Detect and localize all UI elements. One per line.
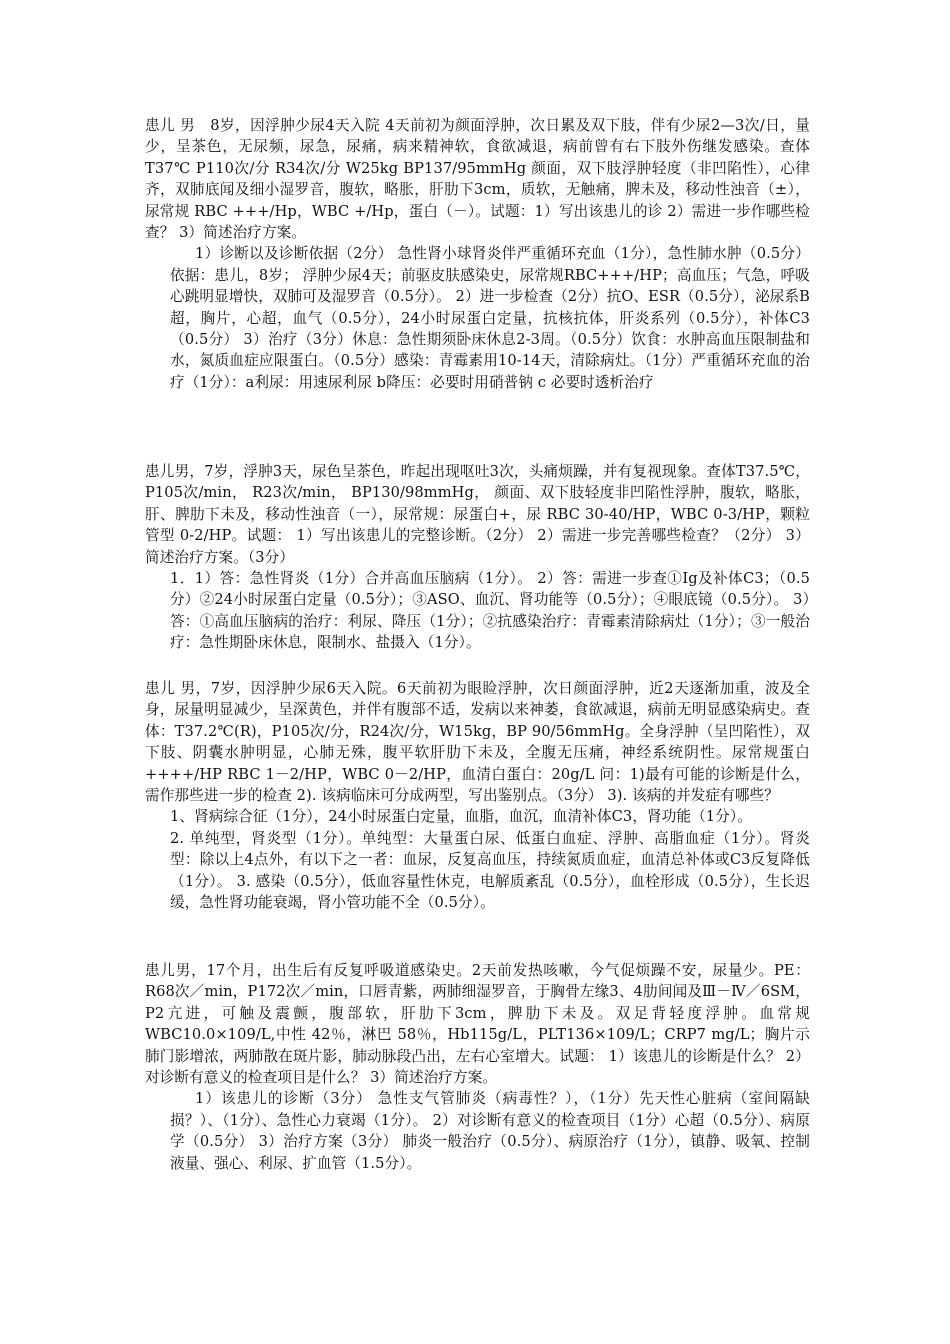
case-1 [145,115,810,393]
case-2 [145,461,810,654]
case-1-question: 患儿 男 8岁，因浮肿少尿4天入院 4天前初为颜面浮肿，次日累及双下肢，伴有少尿2—3次/日，量少，呈茶色，无尿频，尿急，尿痛，病来精神软，食欲减退，病前曾有右下肢外伤继发感染。查体T37℃ P110次/分 R34次/分 W25kg BP137/95mmHg 颜面，双下肢浮肿轻度（非凹陷性），心律齐，双肺底闻及细小湿罗音，腹软，略胀，肝肋下3cm，质软，无触痛，脾未及，移动性浊音（±），尿常规 RBC +++/Hp，WBC +/Hp，蛋白（－）。试题：1）写出该患儿的诊 2）需进一步作哪些检查？ 3）简述治疗方案。 [145,117,810,242]
case-1-answer: 1）诊断以及诊断依据（2分） 急性肾小球肾炎伴严重循环充血（1分），急性肺水肿（0.5分）依据：患儿，8岁； 浮肿少尿4天；前驱皮肤感染史，尿常规RBC+++/HP；高血压；气急，呼吸心跳明显增快，双肺可及湿罗音（0.5分）。 2）进一步检查（2分）抗O、ESR（0.5分），泌尿系B超，胸片，心超，血气（0.5分），24小时尿蛋白定量，抗核抗体，肝炎系列（0.5分），补体C3（0.5分） 3）治疗（3分）休息：急性期须卧床休息2-3周。（0.5分）饮食：水肿高血压限制盐和水，氮质血症应限蛋白。（0.5分）感染：青霉素用10-14天，清除病灶。（1分）严重循环充血的治疗（1分）：a利尿：用速尿利尿 b降压：必要时用硝普钠 c 必要时透析治疗 [170,245,810,391]
case-3-answer-line-1: 1、肾病综合征（1分），24小时尿蛋白定量，血脂，血沉，血清补体C3，肾功能（1分）。 [170,808,752,826]
case-3-question: 患儿 男，7岁，因浮肿少尿6天入院。6天前初为眼睑浮肿，次日颜面浮肿，近2天逐渐加重，波及全身，尿量明显减少，呈深黄色，并伴有腹部不适，发病以来神萎，食欲减退，病前无明显感染病史。查体：T37.2℃(R)，P105次/分，R24次/分，W15kg，BP 90/56mmHg。全身浮肿（呈凹陷性），双下肢、阴囊水肿明显，心肺无殊，腹平软肝肋下未及，全腹无压痛，神经系统阴性。尿常规蛋白++++/HP RBC 1－2/HP，WBC 0－2/HP，血清白蛋白：20g/L 问：1)最有可能的诊断是什么，需作那些进一步的检查 2). 该病临床可分成两型，写出鉴别点。（3分） 3). 该病的并发症有哪些？ [145,680,810,805]
case-2-answer: 1．1）答：急性肾炎（1分）合并高血压脑病（1分）。 2）答：需进一步查①Ig及补体C3；（0.5分）②24小时尿蛋白定量（0.5分）；③ASO、血沉、肾功能等（0.5分）；④眼底镜（0.5分）。 3）答：①高血压脑病的治疗：利尿、降压（1分）；②抗感染治疗：青霉素清除病灶（1分）；③一般治疗：急性期卧床休息，限制水、盐摄入（1分）。 [170,570,810,652]
case-4-question: 患儿男，17个月，出生后有反复呼吸道感染史。2天前发热咳嗽，今气促烦躁不安，尿量少。PE：R68次／min，P172次／min，口唇青紫，两肺细湿罗音，于胸骨左缘3、4肋间闻及Ⅲ－Ⅳ／6SM，P2亢进，可触及震颤，腹部软，肝肋下3cm，脾肋下未及。双足背轻度浮肿。血常规 WBC10.0×109/L,中性 42％，淋巴 58％，Hb115g/L，PLT136×109/L；CRP7 mg/L；胸片示肺门影增浓，两肺散在斑片影，肺动脉段凸出，左右心室增大。试题： 1）该患儿的诊断是什么？ 2）对诊断有意义的检查项目是什么？ 3）简述治疗方案。 [145,962,810,1087]
case-3 [145,678,810,913]
case-4-answer: 1）该患儿的诊断（3分） 急性支气管肺炎（病毒性？），（1分）先天性心脏病（室间隔缺损？）、（1分）、急性心力衰竭（1分）。 2）对诊断有意义的检查项目（1分）心超（0.5分）、病原学（0.5分） 3）治疗方案（3分） 肺炎一般治疗（0.5分）、病原治疗（1分），镇静、吸氧、控制液量、强心、利尿、扩血管（1.5分）。 [170,1090,810,1172]
case-4 [145,960,810,1174]
case-3-answer-line-2: 2. 单纯型，肾炎型（1分）。单纯型：大量蛋白尿、低蛋白血症、浮肿、高脂血症（1分）。肾炎型：除以上4点外，有以下之一者：血尿，反复高血压，持续氮质血症，血清总补体或C3反复降低（1分）。 3. 感染（0.5分），低血容量性休克，电解质紊乱（0.5分），血栓形成（0.5分），生长迟缓，急性肾功能衰竭，肾小管功能不全（0.5分）。 [170,829,810,912]
case-2-question: 患儿男，7岁，浮肿3天，尿色呈茶色，昨起出现呕吐3次，头痛烦躁，并有复视现象。查体T37.5℃， P105次/min， R23次/min， BP130/98mmHg， 颜面、双下肢轻度非凹陷性浮肿，腹软，略胀，肝、脾肋下未及，移动性浊音（一），尿常规：尿蛋白+，尿 RBC 30-40/HP，WBC 0-3/HP，颗粒管型 0-2/HP。试题： 1）写出该患儿的完整诊断。（2分） 2）需进一步完善哪些检查？（2分） 3）简述治疗方案。（3分） [145,463,810,566]
